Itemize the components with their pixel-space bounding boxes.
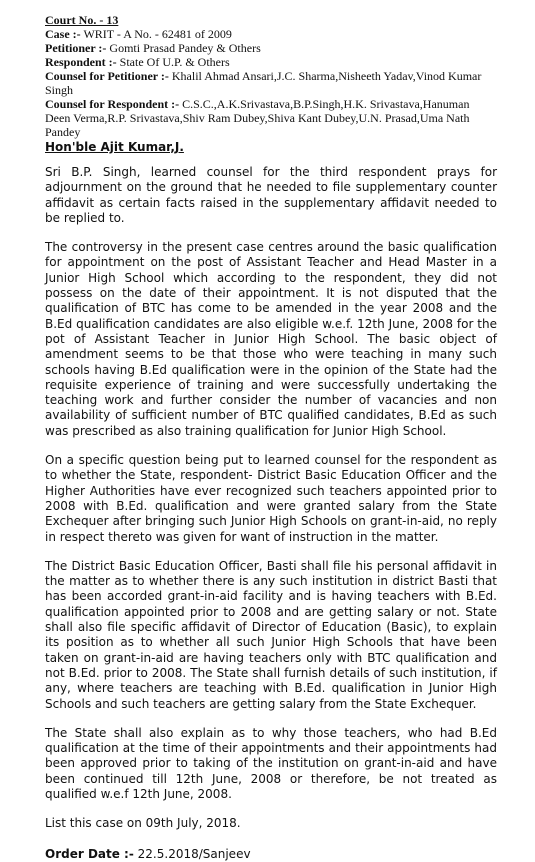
order-date-value: 22.5.2018/Sanjeev — [133, 847, 251, 862]
petitioner-line — [45, 41, 497, 55]
case-label: Case :- — [45, 27, 81, 41]
order-date-line — [45, 847, 497, 862]
counsel-respondent-label: Counsel for Respondent :- — [45, 97, 180, 111]
counsel-petitioner-line — [45, 69, 497, 97]
respondent-line — [45, 55, 497, 69]
petitioner-value: Gomti Prasad Pandey & Others — [106, 41, 261, 55]
case-value: WRIT - A No. - 62481 of 2009 — [80, 27, 232, 41]
petitioner-label: Petitioner :- — [45, 41, 107, 55]
paragraph-state-explain: The State shall also explain as to why those teachers, who had B.Ed qualification at the time of their appointments and their appointments had been approved prior to taking of the institution on grant-in-aid and have been continued till 12th June, 2008 or therefore, be not treated as qualified w.e.f 12th June, 2008. — [45, 725, 497, 801]
order-date-label: Order Date :- — [45, 847, 134, 862]
counsel-petitioner-value: Khalil Ahmad Ansari,J.C. Sharma,Nisheeth Yadav,Vinod Kumar Singh — [45, 69, 482, 97]
paragraph-adjournment: Sri B.P. Singh, learned counsel for the third respondent prays for adjournment on the ground that he needed to file supplementary counter affidavit as certain facts raised in the supplementary affidavit needed to be replied to. — [45, 165, 497, 225]
paragraph-district-officer: The District Basic Education Officer, Basti shall file his personal affidavit in the matter as to whether there is any such institution in district Basti that has been accorded grant-in-aid facility and is having teachers with B.Ed. qualification appointed prior to 2008 and are getting salary or not. State shall also file specific affidavit of Director of Education (Basic), to explain its position as to whether all such Junior High Schools that have been taken on grant-in-aid are having teachers only with BTC qualification and not B.Ed. prior to 2008. The State shall furnish details of such institution, if any, where teachers are teaching with B.Ed. qualification in Junior High Schools and such teachers are getting salary from the State Exchequer. — [45, 558, 497, 711]
court-number: Court No. - 13 — [45, 13, 119, 27]
respondent-value: State Of U.P. & Others — [116, 55, 230, 69]
respondent-label: Respondent :- — [45, 55, 117, 69]
judge-name: Hon'ble Ajit Kumar,J. — [45, 140, 184, 154]
case-line — [45, 27, 497, 41]
counsel-respondent-line — [45, 97, 497, 139]
listing-line: List this case on 09th July, 2018. — [45, 816, 241, 831]
counsel-respondent-value: C.S.C.,A.K.Srivastava,B.P.Singh,H.K. Srivastava,Hanuman Deen Verma,R.P. Srivastava,Shiv Ram Dubey,Shiva Kant Dubey,U.N. Prasad,Uma Nath Pandey — [45, 97, 470, 139]
order-document — [45, 13, 497, 862]
counsel-petitioner-label: Counsel for Petitioner :- — [45, 69, 169, 83]
paragraph-controversy: The controversy in the present case centres around the basic qualification for appointment on the post of Assistant Teacher and Head Master in a Junior High School which according to the respondent, they did not possess on the date of their appointment. It is not disputed that the qualification of BTC has come to be amended in the year 2008 and the B.Ed qualification candidates are also eligible w.e.f. 12th June, 2008 for the pot of Assistant Teacher in Junior High School. The basic object of amendment seems to be that those who were teaching in many such schools having B.Ed qualification were in the opinion of the State had the requisite experience of training and were successfully undertaking the teaching work and further consider the number of vacancies and non availability of sufficient number of BTC qualified candidates, B.Ed as such was prescribed as also training qualification for Junior High School. — [45, 240, 497, 438]
paragraph-specific-question: On a specific question being put to learned counsel for the respondent as to whether the State, respondent- District Basic Education Officer and the Higher Authorities have ever recognized such teachers appointed prior to 2008 with B.Ed. qualification and were granted salary from the State Exchequer after bringing such Junior High Schools on grant-in-aid, no reply in respect thereto was given for want of instruction in the matter. — [45, 453, 497, 544]
